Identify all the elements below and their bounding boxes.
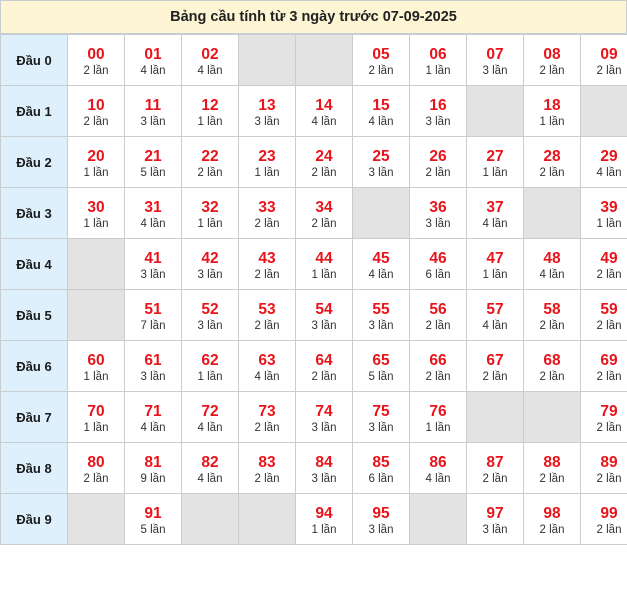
- number-cell[interactable]: [524, 35, 581, 86]
- number-value: 76: [429, 402, 447, 420]
- number-value: 97: [486, 504, 504, 522]
- number-cell[interactable]: [467, 239, 524, 290]
- number-count: 4 lần: [140, 64, 166, 77]
- number-count: 2 lần: [539, 523, 565, 536]
- number-value: 83: [258, 453, 276, 471]
- number-cell[interactable]: [524, 443, 581, 494]
- number-cell[interactable]: [353, 86, 410, 137]
- number-cell[interactable]: [296, 86, 353, 137]
- number-count: 3 lần: [368, 319, 394, 332]
- number-count: 1 lần: [596, 217, 622, 230]
- number-value: 51: [144, 300, 162, 318]
- number-count: 2 lần: [596, 421, 622, 434]
- table-title-row: [1, 1, 627, 34]
- number-value: 11: [144, 96, 162, 114]
- number-count: 2 lần: [482, 370, 508, 383]
- number-cell[interactable]: [68, 188, 125, 239]
- number-count: 5 lần: [368, 370, 394, 383]
- number-value: 64: [315, 351, 333, 369]
- number-cell[interactable]: [410, 35, 467, 86]
- number-cell[interactable]: [581, 443, 627, 494]
- number-value: 45: [372, 249, 390, 267]
- number-value: 58: [543, 300, 561, 318]
- number-value: 55: [372, 300, 390, 318]
- number-count: 1 lần: [254, 166, 280, 179]
- number-count: 2 lần: [596, 268, 622, 281]
- number-cell[interactable]: [353, 341, 410, 392]
- number-cell[interactable]: [524, 239, 581, 290]
- number-count: 5 lần: [140, 523, 166, 536]
- number-value: 34: [315, 198, 333, 216]
- number-value: 39: [600, 198, 618, 216]
- number-count: 2 lần: [482, 472, 508, 485]
- number-value: 20: [87, 147, 105, 165]
- number-value: 54: [315, 300, 333, 318]
- table-row: [1, 341, 627, 392]
- number-cell[interactable]: [581, 35, 627, 86]
- row-header-7: Đầu 7: [1, 392, 68, 443]
- empty-cell: [467, 86, 524, 137]
- number-cell[interactable]: [410, 137, 467, 188]
- empty-cell: [296, 35, 353, 86]
- number-value: 07: [486, 45, 504, 63]
- number-cell[interactable]: [68, 341, 125, 392]
- number-value: 87: [486, 453, 504, 471]
- number-count: 4 lần: [140, 217, 166, 230]
- number-value: 95: [372, 504, 390, 522]
- number-value: 59: [600, 300, 618, 318]
- number-value: 41: [144, 249, 162, 267]
- number-cell[interactable]: [581, 137, 627, 188]
- number-value: 49: [600, 249, 618, 267]
- number-count: 4 lần: [539, 268, 565, 281]
- number-count: 2 lần: [539, 370, 565, 383]
- number-value: 37: [486, 198, 504, 216]
- number-cell[interactable]: [125, 392, 182, 443]
- number-count: 2 lần: [197, 166, 223, 179]
- row-header-9: Đầu 9: [1, 494, 68, 545]
- number-cell[interactable]: [581, 290, 627, 341]
- number-cell[interactable]: [125, 137, 182, 188]
- number-value: 56: [429, 300, 447, 318]
- number-count: 3 lần: [140, 115, 166, 128]
- number-cell[interactable]: [296, 290, 353, 341]
- empty-cell: [581, 86, 627, 137]
- number-value: 13: [258, 96, 276, 114]
- number-count: 2 lần: [83, 115, 109, 128]
- number-value: 46: [429, 249, 447, 267]
- number-cell[interactable]: [239, 443, 296, 494]
- number-value: 02: [201, 45, 219, 63]
- empty-cell: [68, 494, 125, 545]
- number-count: 3 lần: [482, 64, 508, 77]
- number-cell[interactable]: [353, 137, 410, 188]
- number-count: 1 lần: [482, 166, 508, 179]
- number-cell[interactable]: [182, 137, 239, 188]
- number-count: 4 lần: [197, 472, 223, 485]
- number-cell[interactable]: [296, 341, 353, 392]
- number-count: 3 lần: [482, 523, 508, 536]
- table-row: [1, 443, 627, 494]
- number-count: 2 lần: [539, 64, 565, 77]
- number-count: 2 lần: [254, 319, 280, 332]
- number-value: 33: [258, 198, 276, 216]
- empty-cell: [239, 35, 296, 86]
- table-row: [1, 392, 627, 443]
- number-cell[interactable]: [239, 290, 296, 341]
- number-value: 23: [258, 147, 276, 165]
- number-cell[interactable]: [410, 392, 467, 443]
- number-count: 1 lần: [539, 115, 565, 128]
- number-count: 1 lần: [425, 421, 451, 434]
- number-count: 2 lần: [368, 64, 394, 77]
- number-cell[interactable]: [524, 290, 581, 341]
- number-cell[interactable]: [182, 290, 239, 341]
- number-value: 01: [144, 45, 162, 63]
- table-rows-host: [1, 35, 627, 545]
- number-cell[interactable]: [182, 188, 239, 239]
- number-count: 1 lần: [482, 268, 508, 281]
- number-count: 3 lần: [311, 472, 337, 485]
- number-value: 29: [600, 147, 618, 165]
- table-row: [1, 239, 627, 290]
- row-header-1: Đầu 1: [1, 86, 68, 137]
- number-value: 70: [87, 402, 105, 420]
- number-value: 65: [372, 351, 390, 369]
- number-count: 1 lần: [83, 217, 109, 230]
- number-cell[interactable]: [125, 341, 182, 392]
- number-value: 72: [201, 402, 219, 420]
- number-value: 25: [372, 147, 390, 165]
- number-count: 3 lần: [197, 268, 223, 281]
- number-count: 2 lần: [539, 472, 565, 485]
- number-count: 9 lần: [140, 472, 166, 485]
- number-value: 18: [543, 96, 561, 114]
- number-count: 2 lần: [311, 370, 337, 383]
- number-value: 09: [600, 45, 618, 63]
- number-value: 43: [258, 249, 276, 267]
- number-value: 31: [144, 198, 162, 216]
- number-cell[interactable]: [353, 392, 410, 443]
- empty-cell: [239, 494, 296, 545]
- table-row: [1, 137, 627, 188]
- table-row: [1, 290, 627, 341]
- number-value: 05: [372, 45, 390, 63]
- number-value: 28: [543, 147, 561, 165]
- number-value: 00: [87, 45, 105, 63]
- number-cell[interactable]: [581, 494, 627, 545]
- number-value: 15: [372, 96, 390, 114]
- row-header-4: Đầu 4: [1, 239, 68, 290]
- number-cell[interactable]: [182, 239, 239, 290]
- number-cell[interactable]: [182, 341, 239, 392]
- number-count: 2 lần: [596, 472, 622, 485]
- number-value: 52: [201, 300, 219, 318]
- number-cell[interactable]: [296, 188, 353, 239]
- number-count: 2 lần: [596, 64, 622, 77]
- number-count: 6 lần: [425, 268, 451, 281]
- number-cell[interactable]: [125, 443, 182, 494]
- number-count: 1 lần: [311, 523, 337, 536]
- number-value: 27: [486, 147, 504, 165]
- number-value: 22: [201, 147, 219, 165]
- number-value: 67: [486, 351, 504, 369]
- number-count: 4 lần: [368, 268, 394, 281]
- number-cell[interactable]: [239, 188, 296, 239]
- number-count: 2 lần: [83, 64, 109, 77]
- empty-cell: [68, 290, 125, 341]
- number-cell[interactable]: [467, 443, 524, 494]
- number-value: 89: [600, 453, 618, 471]
- number-cell[interactable]: [353, 239, 410, 290]
- number-count: 1 lần: [197, 115, 223, 128]
- number-cell[interactable]: [125, 290, 182, 341]
- number-count: 5 lần: [140, 166, 166, 179]
- number-cell[interactable]: [68, 137, 125, 188]
- number-value: 47: [486, 249, 504, 267]
- table-row: [1, 188, 627, 239]
- number-count: 2 lần: [539, 166, 565, 179]
- number-count: 7 lần: [140, 319, 166, 332]
- number-count: 2 lần: [311, 166, 337, 179]
- number-count: 2 lần: [254, 472, 280, 485]
- number-cell[interactable]: [182, 86, 239, 137]
- number-cell[interactable]: [239, 392, 296, 443]
- number-count: 6 lần: [368, 472, 394, 485]
- number-cell[interactable]: [410, 443, 467, 494]
- number-cell[interactable]: [125, 35, 182, 86]
- number-cell[interactable]: [467, 137, 524, 188]
- number-cell[interactable]: [182, 443, 239, 494]
- number-count: 4 lần: [254, 370, 280, 383]
- number-value: 82: [201, 453, 219, 471]
- number-count: 2 lần: [254, 268, 280, 281]
- number-cell[interactable]: [524, 494, 581, 545]
- number-value: 84: [315, 453, 333, 471]
- empty-cell: [467, 392, 524, 443]
- number-cell[interactable]: [182, 35, 239, 86]
- number-value: 63: [258, 351, 276, 369]
- number-cell[interactable]: [467, 35, 524, 86]
- empty-cell: [524, 392, 581, 443]
- number-count: 1 lần: [425, 64, 451, 77]
- number-cell[interactable]: [68, 392, 125, 443]
- empty-cell: [410, 494, 467, 545]
- number-count: 1 lần: [197, 217, 223, 230]
- number-value: 12: [201, 96, 219, 114]
- number-value: 71: [144, 402, 162, 420]
- number-cell[interactable]: [467, 494, 524, 545]
- number-count: 4 lần: [140, 421, 166, 434]
- number-value: 26: [429, 147, 447, 165]
- number-cell[interactable]: [581, 392, 627, 443]
- number-count: 4 lần: [311, 115, 337, 128]
- number-cell[interactable]: [125, 188, 182, 239]
- number-count: 3 lần: [311, 421, 337, 434]
- number-value: 32: [201, 198, 219, 216]
- number-cell[interactable]: [296, 443, 353, 494]
- number-count: 3 lần: [368, 166, 394, 179]
- number-value: 88: [543, 453, 561, 471]
- number-value: 10: [87, 96, 105, 114]
- number-count: 2 lần: [254, 217, 280, 230]
- number-cell[interactable]: [125, 494, 182, 545]
- number-cell[interactable]: [524, 137, 581, 188]
- number-value: 57: [486, 300, 504, 318]
- table-row: [1, 35, 627, 86]
- number-cell[interactable]: [353, 494, 410, 545]
- empty-cell: [182, 494, 239, 545]
- number-count: 4 lần: [596, 166, 622, 179]
- number-cell[interactable]: [581, 188, 627, 239]
- number-value: 75: [372, 402, 390, 420]
- empty-cell: [524, 188, 581, 239]
- number-value: 66: [429, 351, 447, 369]
- number-count: 1 lần: [311, 268, 337, 281]
- number-value: 98: [543, 504, 561, 522]
- number-cell[interactable]: [296, 392, 353, 443]
- number-count: 4 lần: [482, 217, 508, 230]
- number-cell[interactable]: [467, 188, 524, 239]
- number-cell[interactable]: [296, 239, 353, 290]
- number-cell[interactable]: [524, 86, 581, 137]
- row-header-6: Đầu 6: [1, 341, 68, 392]
- number-value: 24: [315, 147, 333, 165]
- number-value: 42: [201, 249, 219, 267]
- number-value: 69: [600, 351, 618, 369]
- table-body: [1, 1, 627, 34]
- number-cell[interactable]: [296, 494, 353, 545]
- number-count: 3 lần: [425, 217, 451, 230]
- table-row: [1, 494, 627, 545]
- number-value: 91: [144, 504, 162, 522]
- number-count: 2 lần: [596, 523, 622, 536]
- table-row: [1, 86, 627, 137]
- number-value: 81: [144, 453, 162, 471]
- number-cell[interactable]: [410, 290, 467, 341]
- number-count: 2 lần: [425, 370, 451, 383]
- number-count: 3 lần: [140, 268, 166, 281]
- number-count: 4 lần: [368, 115, 394, 128]
- number-count: 4 lần: [197, 64, 223, 77]
- number-value: 08: [543, 45, 561, 63]
- row-header-5: Đầu 5: [1, 290, 68, 341]
- number-value: 61: [144, 351, 162, 369]
- number-value: 86: [429, 453, 447, 471]
- number-cell[interactable]: [68, 35, 125, 86]
- number-value: 60: [87, 351, 105, 369]
- number-cell[interactable]: [410, 188, 467, 239]
- number-count: 1 lần: [83, 370, 109, 383]
- number-value: 68: [543, 351, 561, 369]
- empty-cell: [68, 239, 125, 290]
- number-count: 1 lần: [83, 421, 109, 434]
- number-cell[interactable]: [68, 86, 125, 137]
- number-value: 74: [315, 402, 333, 420]
- number-value: 16: [429, 96, 447, 114]
- number-count: 4 lần: [197, 421, 223, 434]
- empty-cell: [353, 188, 410, 239]
- number-count: 1 lần: [83, 166, 109, 179]
- number-count: 2 lần: [539, 319, 565, 332]
- number-value: 73: [258, 402, 276, 420]
- number-count: 3 lần: [368, 523, 394, 536]
- number-value: 85: [372, 453, 390, 471]
- number-value: 44: [315, 249, 333, 267]
- number-count: 3 lần: [140, 370, 166, 383]
- number-value: 21: [144, 147, 162, 165]
- number-count: 2 lần: [83, 472, 109, 485]
- number-count: 2 lần: [425, 166, 451, 179]
- number-cell[interactable]: [125, 86, 182, 137]
- number-value: 62: [201, 351, 219, 369]
- row-header-0: Đầu 0: [1, 35, 68, 86]
- number-cell[interactable]: [353, 35, 410, 86]
- frequency-table-body: [0, 34, 627, 545]
- number-count: 2 lần: [425, 319, 451, 332]
- number-cell[interactable]: [239, 86, 296, 137]
- row-header-3: Đầu 3: [1, 188, 68, 239]
- number-cell[interactable]: [353, 443, 410, 494]
- number-value: 48: [543, 249, 561, 267]
- number-cell[interactable]: [296, 137, 353, 188]
- number-count: 3 lần: [197, 319, 223, 332]
- frequency-table: [0, 0, 627, 34]
- number-cell[interactable]: [581, 341, 627, 392]
- number-count: 3 lần: [311, 319, 337, 332]
- number-value: 53: [258, 300, 276, 318]
- number-value: 99: [600, 504, 618, 522]
- number-count: 1 lần: [197, 370, 223, 383]
- number-count: 3 lần: [254, 115, 280, 128]
- number-value: 79: [600, 402, 618, 420]
- number-cell[interactable]: [467, 341, 524, 392]
- number-cell[interactable]: [239, 341, 296, 392]
- number-cell[interactable]: [239, 137, 296, 188]
- number-count: 4 lần: [482, 319, 508, 332]
- number-cell[interactable]: [524, 341, 581, 392]
- number-cell[interactable]: [239, 239, 296, 290]
- number-value: 06: [429, 45, 447, 63]
- row-header-2: Đầu 2: [1, 137, 68, 188]
- number-count: 2 lần: [311, 217, 337, 230]
- number-value: 80: [87, 453, 105, 471]
- number-cell[interactable]: [182, 392, 239, 443]
- number-count: 3 lần: [368, 421, 394, 434]
- number-count: 2 lần: [596, 370, 622, 383]
- number-cell[interactable]: [410, 239, 467, 290]
- number-count: 3 lần: [425, 115, 451, 128]
- number-cell[interactable]: [410, 86, 467, 137]
- number-cell[interactable]: [410, 341, 467, 392]
- page-title: Bảng cầu tính từ 3 ngày trước 07-09-2025: [1, 1, 627, 34]
- number-value: 14: [315, 96, 333, 114]
- number-value: 30: [87, 198, 105, 216]
- number-cell[interactable]: [467, 290, 524, 341]
- number-value: 36: [429, 198, 447, 216]
- row-header-8: Đầu 8: [1, 443, 68, 494]
- number-count: 4 lần: [425, 472, 451, 485]
- number-cell[interactable]: [125, 239, 182, 290]
- number-count: 2 lần: [254, 421, 280, 434]
- number-cell[interactable]: [68, 443, 125, 494]
- number-value: 94: [315, 504, 333, 522]
- number-count: 2 lần: [596, 319, 622, 332]
- number-cell[interactable]: [581, 239, 627, 290]
- number-cell[interactable]: [353, 290, 410, 341]
